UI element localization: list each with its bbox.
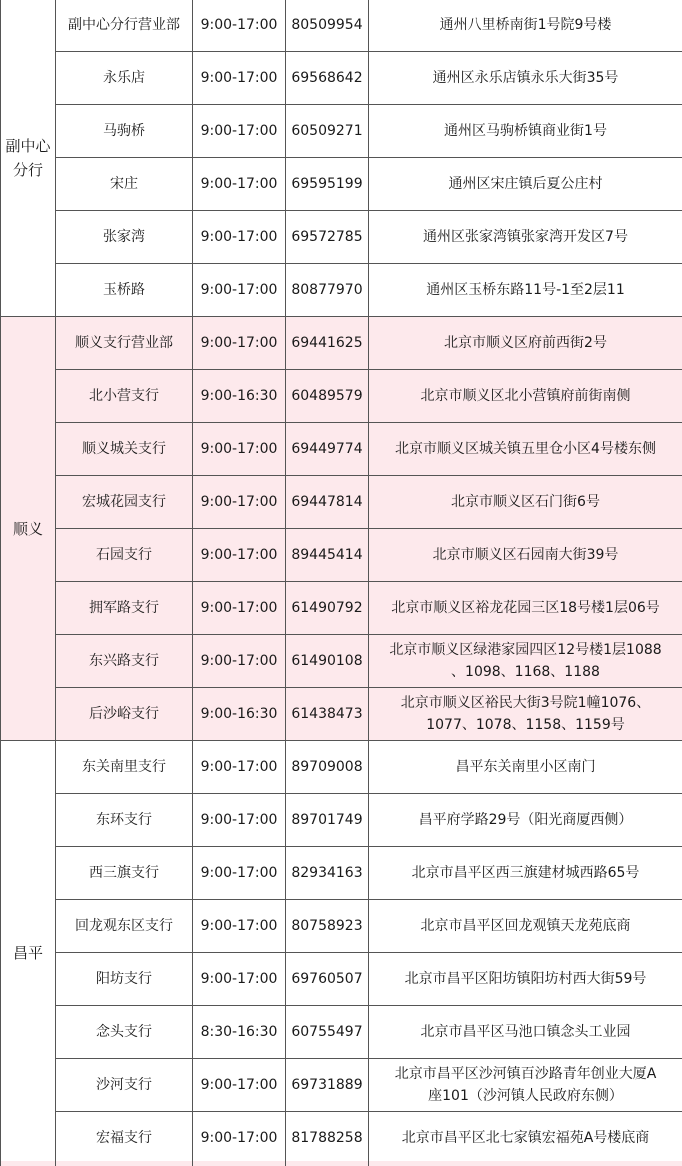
table-row: [1, 1006, 682, 1059]
phone-cell: 61438473: [286, 688, 369, 741]
hours-cell: 9:00-17:00: [193, 0, 286, 52]
branch-name-cell: 东关南里支行: [56, 741, 193, 794]
branch-name-cell: 永乐店: [56, 52, 193, 105]
region-cell: 副中心 分行: [1, 0, 56, 317]
address-cell: 北京市顺义区绿港家园四区12号楼1层1088 、1098、1168、1188: [369, 635, 682, 688]
hours-cell: 9:00-17:00: [193, 105, 286, 158]
address-cell: 通州区宋庄镇后夏公庄村: [369, 158, 682, 211]
next-group-strip: [0, 1161, 682, 1166]
branch-name-cell: 马驹桥: [56, 105, 193, 158]
address-cell: 北京市昌平区北七家镇宏福苑A号楼底商: [369, 1112, 682, 1165]
address-cell: 北京市顺义区石园南大街39号: [369, 529, 682, 582]
branch-table-body: [1, 0, 682, 1165]
phone-cell: 60489579: [286, 370, 369, 423]
table-row: [1, 953, 682, 1006]
branch-name-cell: 东环支行: [56, 794, 193, 847]
branch-name-cell: 沙河支行: [56, 1059, 193, 1112]
table-row: [1, 0, 682, 52]
branch-name-cell: 宏福支行: [56, 1112, 193, 1165]
phone-cell: 69568642: [286, 52, 369, 105]
hours-cell: 9:00-16:30: [193, 370, 286, 423]
address-cell: 北京市顺义区石门街6号: [369, 476, 682, 529]
hours-cell: 9:00-17:00: [193, 423, 286, 476]
hours-cell: 9:00-17:00: [193, 158, 286, 211]
hours-cell: 9:00-17:00: [193, 794, 286, 847]
branch-name-cell: 顺义城关支行: [56, 423, 193, 476]
address-cell: 北京市昌平区回龙观镇天龙苑底商: [369, 900, 682, 953]
table-row: [1, 688, 682, 741]
address-cell: 北京市昌平区沙河镇百沙路青年创业大厦A 座101（沙河镇人民政府东侧）: [369, 1059, 682, 1112]
hours-cell: 9:00-17:00: [193, 211, 286, 264]
address-cell: 北京市昌平区西三旗建材城西路65号: [369, 847, 682, 900]
address-cell: 通州区张家湾镇张家湾开发区7号: [369, 211, 682, 264]
phone-cell: 80509954: [286, 0, 369, 52]
table-row: [1, 264, 682, 317]
address-cell: 昌平府学路29号（阳光商厦西侧）: [369, 794, 682, 847]
phone-cell: 61490792: [286, 582, 369, 635]
address-cell: 通州八里桥南街1号院9号楼: [369, 0, 682, 52]
address-cell: 北京市昌平区马池口镇念头工业园: [369, 1006, 682, 1059]
hours-cell: 9:00-17:00: [193, 847, 286, 900]
branch-name-cell: 念头支行: [56, 1006, 193, 1059]
branch-name-cell: 石园支行: [56, 529, 193, 582]
table-row: [1, 476, 682, 529]
branch-name-cell: 后沙峪支行: [56, 688, 193, 741]
address-cell: 北京市顺义区府前西街2号: [369, 317, 682, 370]
phone-cell: 82934163: [286, 847, 369, 900]
phone-cell: 69595199: [286, 158, 369, 211]
phone-cell: 69760507: [286, 953, 369, 1006]
phone-cell: 61490108: [286, 635, 369, 688]
hours-cell: 9:00-17:00: [193, 317, 286, 370]
hours-cell: 9:00-17:00: [193, 741, 286, 794]
table-row: [1, 1059, 682, 1112]
table-row: [1, 211, 682, 264]
phone-cell: 69441625: [286, 317, 369, 370]
table-row: [1, 794, 682, 847]
phone-cell: 69449774: [286, 423, 369, 476]
address-cell: 北京市顺义区裕龙花园三区18号楼1层06号: [369, 582, 682, 635]
hours-cell: 9:00-17:00: [193, 1112, 286, 1165]
table-row: [1, 423, 682, 476]
phone-cell: 60755497: [286, 1006, 369, 1059]
table-row: [1, 635, 682, 688]
phone-cell: 89445414: [286, 529, 369, 582]
phone-cell: 80877970: [286, 264, 369, 317]
hours-cell: 9:00-17:00: [193, 529, 286, 582]
table-row: [1, 317, 682, 370]
branch-name-cell: 玉桥路: [56, 264, 193, 317]
branch-name-cell: 回龙观东区支行: [56, 900, 193, 953]
branch-name-cell: 东兴路支行: [56, 635, 193, 688]
hours-cell: 9:00-17:00: [193, 900, 286, 953]
phone-cell: 89701749: [286, 794, 369, 847]
hours-cell: 9:00-17:00: [193, 476, 286, 529]
address-cell: 通州区玉桥东路11号-1至2层11: [369, 264, 682, 317]
hours-cell: 9:00-17:00: [193, 582, 286, 635]
table-row: [1, 741, 682, 794]
address-cell: 通州区马驹桥镇商业街1号: [369, 105, 682, 158]
phone-cell: 81788258: [286, 1112, 369, 1165]
branch-name-cell: 副中心分行营业部: [56, 0, 193, 52]
table-row: [1, 370, 682, 423]
table-row: [1, 847, 682, 900]
hours-cell: 9:00-17:00: [193, 635, 286, 688]
phone-cell: 89709008: [286, 741, 369, 794]
hours-cell: 9:00-17:00: [193, 953, 286, 1006]
branch-name-cell: 阳坊支行: [56, 953, 193, 1006]
table-row: [1, 1112, 682, 1165]
address-cell: 北京市昌平区阳坊镇阳坊村西大街59号: [369, 953, 682, 1006]
table-row: [1, 52, 682, 105]
address-cell: 通州区永乐店镇永乐大街35号: [369, 52, 682, 105]
branch-name-cell: 拥军路支行: [56, 582, 193, 635]
hours-cell: 8:30-16:30: [193, 1006, 286, 1059]
branch-name-cell: 西三旗支行: [56, 847, 193, 900]
table-row: [1, 529, 682, 582]
branch-name-cell: 宋庄: [56, 158, 193, 211]
address-cell: 北京市顺义区裕民大街3号院1幢1076、 1077、1078、1158、1159号: [369, 688, 682, 741]
phone-cell: 69447814: [286, 476, 369, 529]
address-cell: 北京市顺义区城关镇五里仓小区4号楼东侧: [369, 423, 682, 476]
phone-cell: 80758923: [286, 900, 369, 953]
region-cell: 顺义: [1, 317, 56, 741]
branch-name-cell: 北小营支行: [56, 370, 193, 423]
table-row: [1, 105, 682, 158]
table-row: [1, 900, 682, 953]
hours-cell: 9:00-17:00: [193, 1059, 286, 1112]
phone-cell: 69731889: [286, 1059, 369, 1112]
branch-name-cell: 宏城花园支行: [56, 476, 193, 529]
branch-name-cell: 顺义支行营业部: [56, 317, 193, 370]
region-cell: 昌平: [1, 741, 56, 1165]
branch-name-cell: 张家湾: [56, 211, 193, 264]
table-row: [1, 582, 682, 635]
hours-cell: 9:00-17:00: [193, 264, 286, 317]
phone-cell: 69572785: [286, 211, 369, 264]
table-row: [1, 158, 682, 211]
hours-cell: 9:00-16:30: [193, 688, 286, 741]
address-cell: 昌平东关南里小区南门: [369, 741, 682, 794]
address-cell: 北京市顺义区北小营镇府前街南侧: [369, 370, 682, 423]
hours-cell: 9:00-17:00: [193, 52, 286, 105]
phone-cell: 60509271: [286, 105, 369, 158]
